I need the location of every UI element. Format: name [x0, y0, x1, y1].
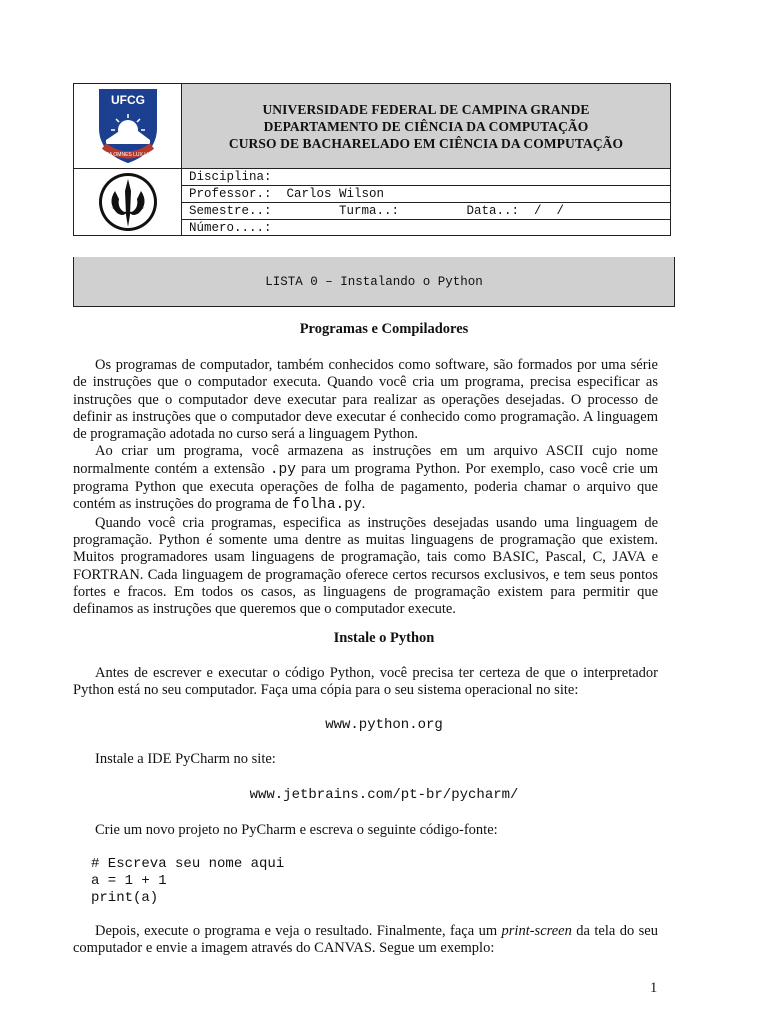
header-table: [73, 83, 671, 236]
paragraph-3: Quando você cria programas, especifica as instruções desejadas usando uma linguagem de programação. Python é somente uma dentre as muitas linguagens de programação que existem. Muitos programadores usam linguagens de programação, tais como BASIC, Pascal, C, JAVA e FORTRAN. Cada linguagem de programação oferece certos recursos exclusivos, e tem seus pontos fortes e fracos. Em todos os casos, as linguagens de programação existem para permitir que definamos as instruções que queremos que o computador execute.: [73, 514, 658, 618]
university-name: UNIVERSIDADE FEDERAL DE CAMPINA GRANDE: [262, 101, 590, 117]
section-programs-body: [73, 357, 658, 618]
pycharm-url: www.jetbrains.com/pt-br/pycharm/: [249, 787, 519, 803]
course-name: CURSO DE BACHARELADO EM CIÊNCIA DA COMPUTAÇÃO: [228, 135, 624, 151]
install-paragraph-4: [73, 923, 658, 958]
paragraph-2: [73, 443, 658, 514]
install-intro: Antes de escrever e executar o código Python, você precisa ter certeza de que o interpretador Python está no seu computador. Faça uma cópia para o seu sistema operacional no site:: [73, 665, 658, 699]
university-logo: [74, 84, 182, 169]
ufcg-shield-icon: [74, 84, 182, 169]
paragraph-2-text-c: .: [361, 496, 366, 513]
python-url: www.python.org: [325, 717, 443, 733]
field-discipline: Disciplina:: [182, 169, 670, 186]
field-professor: Professor.: Carlos Wilson: [182, 186, 670, 203]
final-text-a: Depois, execute o programa e veja o resultado. Finalmente, faça um: [95, 923, 502, 939]
emblem: [74, 169, 182, 235]
code-line: print(a): [91, 890, 159, 906]
install-pycharm-text: Instale a IDE PyCharm no site:: [95, 751, 276, 767]
paragraph-1: Os programas de computador, também conhecidos como software, são formados por uma série de instruções que o computador executa. Quando você cria um programa, precisa especificar as instruções que o computador deve executar para realizar as operações desejadas. O processo de definir as instruções que o computador deve executar é conhecido como programação. A linguagem de programação adotada no curso será a linguagem Python.: [73, 357, 658, 443]
logo-text: UFCG: [111, 93, 145, 107]
logo-motto: SUPRA OMNES LUX LUCES: [95, 152, 161, 158]
code-line: # Escreva seu nome aqui: [91, 856, 285, 872]
department-name: DEPARTAMENTO DE CIÊNCIA DA COMPUTAÇÃO: [263, 118, 589, 134]
course-info-fields: [182, 169, 670, 235]
code-line: a = 1 + 1: [91, 873, 167, 889]
print-screen-term: print-screen: [501, 923, 572, 939]
final-instructions: [73, 923, 658, 958]
jedi-order-icon: [97, 171, 159, 233]
field-number: Número....:: [189, 221, 272, 235]
install-paragraph-1: [73, 665, 658, 700]
section-title-install: Instale o Python: [333, 630, 435, 646]
section-title-programs: Programas e Compiladores: [299, 321, 469, 337]
list-banner: LISTA 0 – Instalando o Python: [73, 257, 675, 307]
install-paragraph-3: [73, 822, 658, 839]
paragraph-2-text-b: para um programa Python. Por exemplo, caso você crie um programa Python que executa operações de folha de pagamento, poderia chamar o arquivo que contém as instruções do programa de: [73, 460, 659, 513]
new-project-text: Crie um novo projeto no PyCharm e escreva o seguinte código-fonte:: [95, 822, 498, 838]
page-number: 1: [650, 980, 658, 996]
file-name: folha.py: [292, 497, 362, 514]
institution-titles: [182, 84, 670, 169]
code-block: [91, 856, 284, 907]
paragraph-2-text-a: Ao criar um programa, você armazena as instruções em um arquivo ASCII cujo nome normalmente contém a extensão: [73, 443, 658, 477]
field-semester: Semestre..: Turma..: Data..: / /: [182, 203, 670, 220]
file-extension: .py: [269, 461, 296, 478]
final-text-b: da tela do seu computador e envie a imagem através do CANVAS. Segue um exemplo:: [73, 923, 658, 957]
install-paragraph-2: [73, 751, 658, 768]
